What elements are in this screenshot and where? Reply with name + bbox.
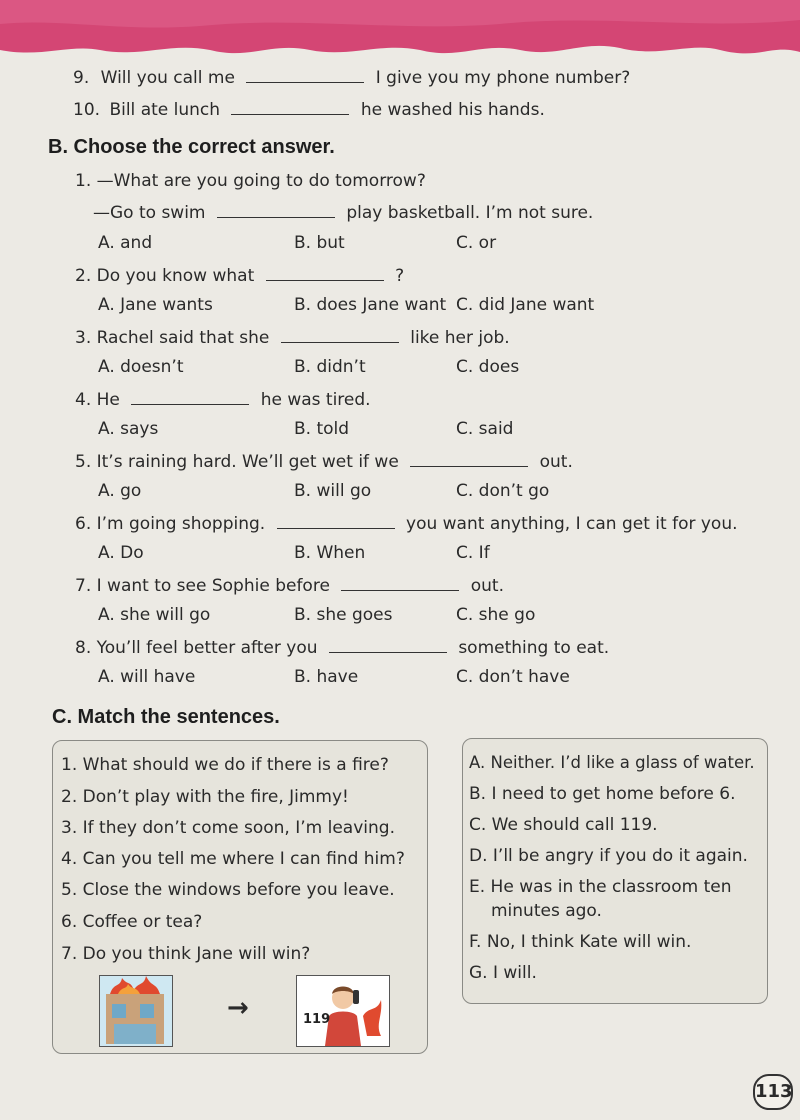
question-text: 3. Rachel said that she — [75, 328, 270, 348]
left-sentence[interactable]: 2. Don’t play with the fire, Jimmy! — [61, 787, 349, 807]
question-a9 — [73, 66, 630, 89]
right-answer-continued: minutes ago. — [491, 901, 602, 921]
option-b[interactable]: B. will go — [294, 481, 372, 501]
right-answer[interactable]: G. I will. — [469, 963, 537, 983]
phone-number-label: 119 — [303, 1012, 331, 1027]
answer-blank[interactable] — [281, 326, 399, 343]
right-answers-box — [462, 738, 768, 1004]
question-text: out. — [470, 576, 504, 596]
question-b4 — [75, 388, 371, 411]
option-a[interactable]: A. says — [98, 419, 159, 439]
question-text: ? — [395, 266, 405, 286]
option-b[interactable]: B. but — [294, 233, 345, 253]
right-answer[interactable]: C. We should call 119. — [469, 815, 658, 835]
question-text: 2. Do you know what — [75, 266, 255, 286]
option-c[interactable]: C. said — [456, 419, 514, 439]
answer-blank[interactable] — [217, 201, 335, 218]
answer-blank[interactable] — [131, 388, 249, 405]
answer-blank[interactable] — [329, 636, 447, 653]
right-answer[interactable]: F. No, I think Kate will win. — [469, 932, 692, 952]
right-answer[interactable]: E. He was in the classroom ten — [469, 877, 732, 897]
option-a[interactable]: A. and — [98, 233, 153, 253]
answer-blank[interactable] — [410, 450, 528, 467]
answer-blank[interactable] — [341, 574, 459, 591]
option-a[interactable]: A. Jane wants — [98, 295, 213, 315]
right-answer[interactable]: D. I’ll be angry if you do it again. — [469, 846, 748, 866]
answer-blank[interactable] — [246, 66, 364, 83]
left-sentence[interactable]: 6. Coffee or tea? — [61, 912, 203, 932]
question-b2 — [75, 264, 404, 287]
page-number: 113 — [753, 1074, 793, 1110]
option-c[interactable]: C. does — [456, 357, 520, 377]
question-text: 8. You’ll feel better after you — [75, 638, 318, 658]
option-c[interactable]: C. did Jane want — [456, 295, 595, 315]
arrow-icon: → — [227, 993, 249, 1023]
question-text: something to eat. — [458, 638, 610, 658]
question-text: out. — [539, 452, 573, 472]
question-text: play basketball. I’m not sure. — [346, 203, 594, 223]
option-a[interactable]: A. go — [98, 481, 142, 501]
left-sentence[interactable]: 5. Close the windows before you leave. — [61, 880, 395, 900]
question-text: 7. I want to see Sophie before — [75, 576, 330, 596]
question-text: like her job. — [410, 328, 510, 348]
answer-blank[interactable] — [231, 98, 349, 115]
burning-building-illustration — [99, 975, 173, 1047]
option-b[interactable]: B. didn’t — [294, 357, 366, 377]
answer-blank[interactable] — [277, 512, 395, 529]
option-b[interactable]: B. have — [294, 667, 359, 687]
question-text: 6. I’m going shopping. — [75, 514, 266, 534]
option-a[interactable]: A. will have — [98, 667, 196, 687]
question-text: I give you my phone number? — [375, 68, 631, 88]
option-c[interactable]: C. don’t go — [456, 481, 550, 501]
option-b[interactable]: B. told — [294, 419, 350, 439]
phone-call-illustration — [296, 975, 390, 1047]
header-banner — [0, 0, 800, 64]
option-b[interactable]: B. she goes — [294, 605, 393, 625]
question-b5 — [75, 450, 573, 473]
option-a[interactable]: A. doesn’t — [98, 357, 184, 377]
option-a[interactable]: A. Do — [98, 543, 144, 563]
question-text: you want anything, I can get it for you. — [406, 514, 738, 534]
section-b-heading: B. Choose the correct answer. — [48, 136, 335, 158]
question-b7 — [75, 574, 504, 597]
question-b1-line2 — [93, 201, 593, 224]
question-text: Bill ate lunch — [109, 100, 221, 120]
question-number: 9. — [73, 68, 90, 88]
question-text: 5. It’s raining hard. We’ll get wet if we — [75, 452, 399, 472]
right-answer[interactable]: A. Neither. I’d like a glass of water. — [469, 753, 755, 772]
question-b3 — [75, 326, 510, 349]
question-text: —Go to swim — [93, 203, 206, 223]
question-b1-line1: 1. —What are you going to do tomorrow? — [75, 171, 426, 191]
option-b[interactable]: B. When — [294, 543, 366, 563]
question-text: Will you call me — [100, 68, 235, 88]
right-answer[interactable]: B. I need to get home before 6. — [469, 784, 736, 804]
answer-blank[interactable] — [266, 264, 384, 281]
section-c-heading: C. Match the sentences. — [52, 706, 280, 728]
question-text: 4. He — [75, 390, 120, 410]
option-c[interactable]: C. or — [456, 233, 497, 253]
option-a[interactable]: A. she will go — [98, 605, 211, 625]
option-c[interactable]: C. don’t have — [456, 667, 570, 687]
left-sentence[interactable]: 1. What should we do if there is a fire? — [61, 755, 389, 775]
option-c[interactable]: C. If — [456, 543, 490, 563]
left-sentence[interactable]: 3. If they don’t come soon, I’m leaving. — [61, 818, 395, 838]
left-sentences-box — [52, 740, 428, 1054]
left-sentence[interactable]: 4. Can you tell me where I can find him? — [61, 849, 405, 869]
option-c[interactable]: C. she go — [456, 605, 536, 625]
left-sentence[interactable]: 7. Do you think Jane will win? — [61, 944, 311, 964]
question-number: 10. — [73, 100, 101, 120]
question-b8 — [75, 636, 609, 659]
question-text: he washed his hands. — [360, 100, 545, 120]
question-a10 — [73, 98, 545, 121]
question-text: he was tired. — [260, 390, 371, 410]
question-b6 — [75, 512, 738, 535]
option-b[interactable]: B. does Jane want — [294, 295, 447, 315]
